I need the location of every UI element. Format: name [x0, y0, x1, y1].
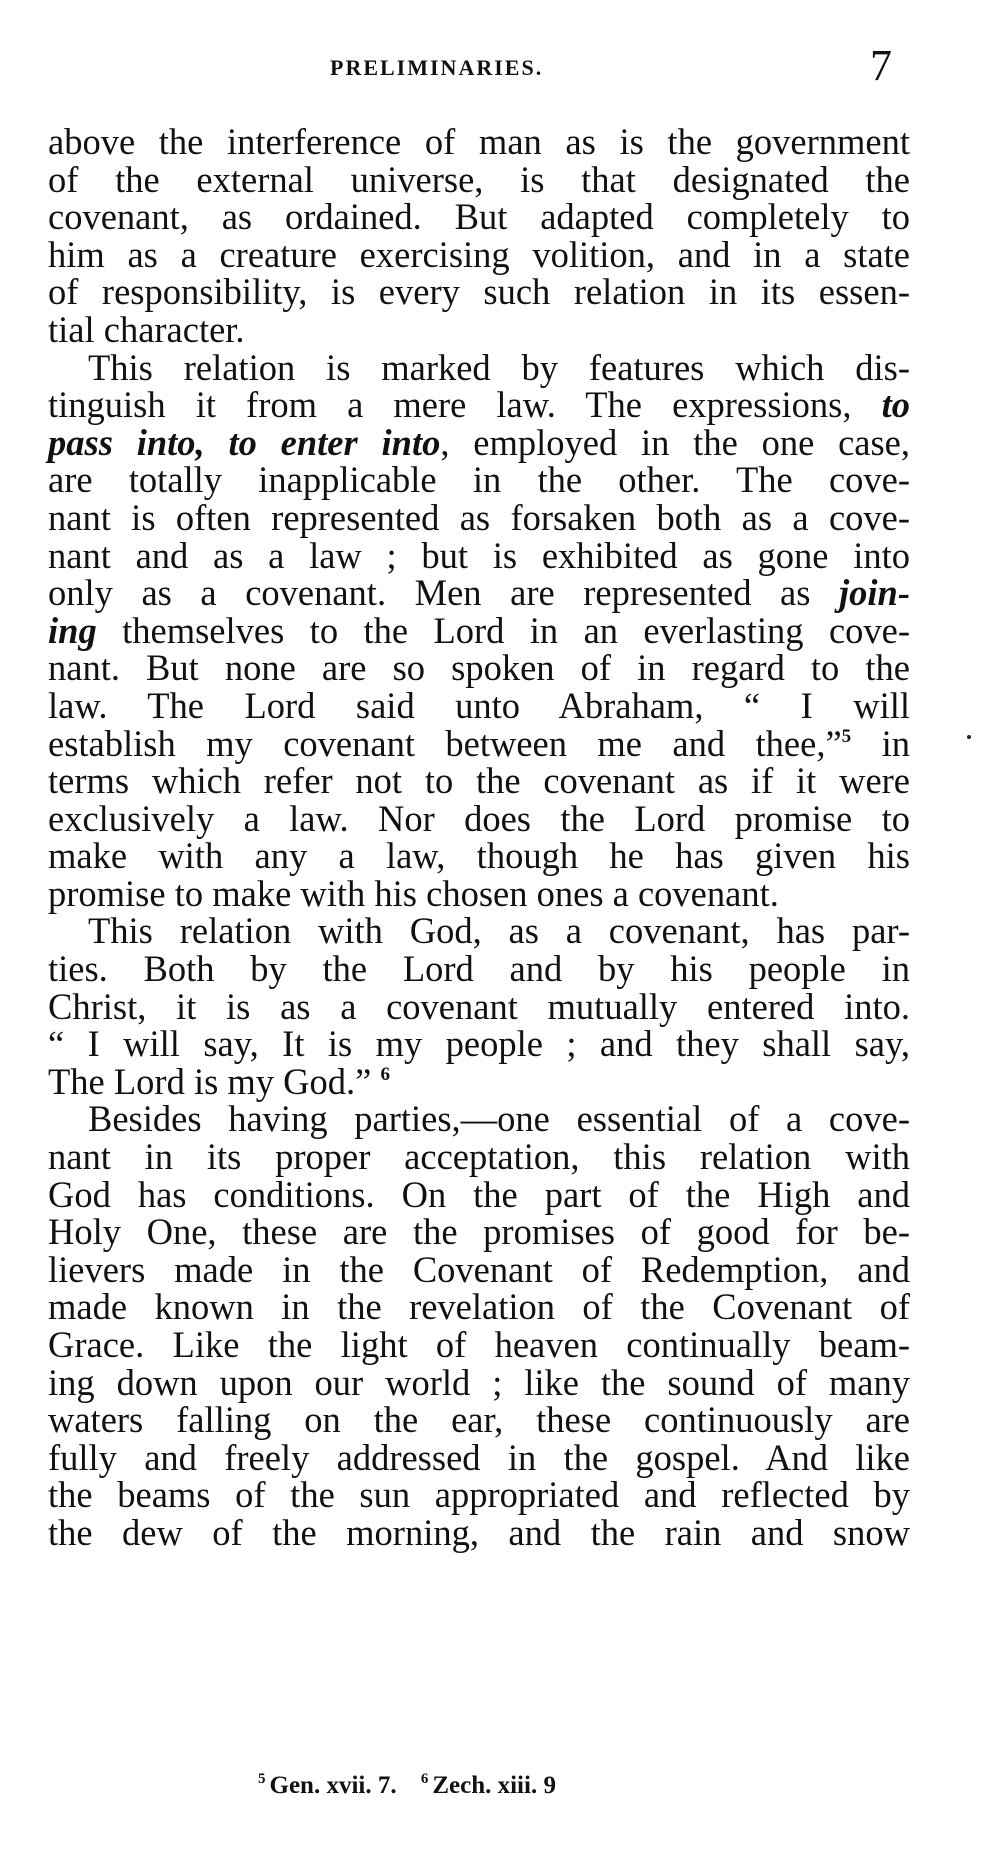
footnote-ref-5: 5 — [841, 725, 852, 747]
text-line: the dew of the morning, and the rain and snow — [48, 1511, 910, 1553]
text-line: lievers made in the Covenant of Redemption, and — [48, 1248, 910, 1290]
text-line: nant in its proper acceptation, this relation with — [48, 1136, 910, 1178]
text-line: nant is often represented as forsaken both as a cove- — [48, 496, 910, 538]
text-line — [48, 421, 910, 463]
page-number: 7 — [870, 41, 892, 90]
text-fragment: , employed in the one case, — [440, 421, 910, 463]
text-fragment: only as a covenant. Men are represented as — [48, 572, 811, 614]
italic-phrase: to enter into — [228, 421, 441, 463]
text-line: law. The Lord said unto Abraham, “ I will — [48, 684, 910, 726]
text-line: Grace. Like the light of heaven continually beam- — [48, 1324, 910, 1365]
footnote-6 — [421, 1772, 556, 1800]
text-line: ing down upon our world ; like the sound of many — [48, 1361, 910, 1403]
text-line: Christ, it is as a covenant mutually entered into. — [48, 985, 910, 1027]
footnote-5 — [258, 1772, 397, 1800]
text-line: promise to make with his chosen ones a covenant. — [48, 872, 779, 914]
text-line: nant and as a law ; but is exhibited as gone into — [48, 534, 910, 576]
footnote-text: Gen. xvii. 7. — [269, 1772, 397, 1799]
italic-phrase: join- — [839, 572, 911, 614]
footnotes — [258, 1772, 574, 1800]
running-head: PRELIMINARIES. — [330, 55, 544, 80]
italic-phrase: to — [881, 384, 910, 426]
footnote-text: Zech. xiii. 9 — [432, 1772, 556, 1799]
footnote-mark: 6 — [420, 1771, 429, 1787]
text-line — [48, 574, 910, 612]
text-line: tial character. — [48, 308, 245, 350]
text-line: make with any a law, though he has given his — [48, 835, 910, 877]
text-line: God has conditions. On the part of the High and — [48, 1173, 910, 1215]
italic-phrase: pass into, — [48, 421, 205, 463]
text-line: “ I will say, It is my people ; and they shall say, — [48, 1023, 910, 1065]
text-fragment: themselves to the Lord in an everlasting cove- — [122, 609, 911, 651]
text-line — [48, 1060, 910, 1102]
text-fragment: The Lord is my God.” — [48, 1060, 372, 1102]
text-line: above the interference of man as is the government — [48, 121, 910, 162]
text-line: the beams of the sun appropriated and reflected by — [48, 1474, 910, 1516]
text-line — [48, 722, 910, 764]
text-line: exclusively a law. Nor does the Lord promise to — [48, 797, 910, 839]
text-line: are totally inapplicable in the other. The cove- — [48, 459, 910, 501]
footnote-ref-6: 6 — [380, 1063, 390, 1085]
text-line: of the external universe, is that designated the — [48, 158, 910, 200]
text-line: him as a creature exercising volition, and in a state — [48, 233, 910, 275]
text-line — [48, 609, 911, 651]
text-line: Besides having parties,—one essential of a cove- — [88, 1098, 910, 1140]
text-fragment: in — [851, 722, 910, 764]
text-line — [48, 386, 910, 424]
text-line: nant. But none are so spoken of in regard to the — [48, 647, 910, 689]
text-line: fully and freely addressed in the gospel. And like — [48, 1436, 910, 1478]
text-line: made known in the revelation of the Covenant of — [48, 1286, 910, 1328]
text-fragment: establish my covenant between me and thee,” — [48, 722, 842, 764]
body-text — [48, 123, 910, 1552]
text-line: covenant, as ordained. But adapted completely to — [48, 196, 910, 238]
footnote-mark: 5 — [258, 1771, 266, 1787]
text-line: of responsibility, is every such relation in its essen- — [48, 271, 910, 313]
text-line: This relation is marked by features which dis- — [88, 346, 910, 388]
ink-speck — [967, 735, 971, 739]
text-line: ties. Both by the Lord and by his people in — [48, 948, 910, 990]
text-fragment: tinguish it from a mere law. The expressions, — [48, 384, 852, 426]
text-line: This relation with God, as a covenant, has par- — [88, 910, 910, 952]
text-line: terms which refer not to the covenant as if it were — [48, 760, 910, 802]
text-line: Holy One, these are the promises of good for be- — [48, 1211, 910, 1253]
text-line: waters falling on the ear, these continuously are — [48, 1399, 910, 1441]
italic-phrase: ing — [48, 609, 97, 651]
